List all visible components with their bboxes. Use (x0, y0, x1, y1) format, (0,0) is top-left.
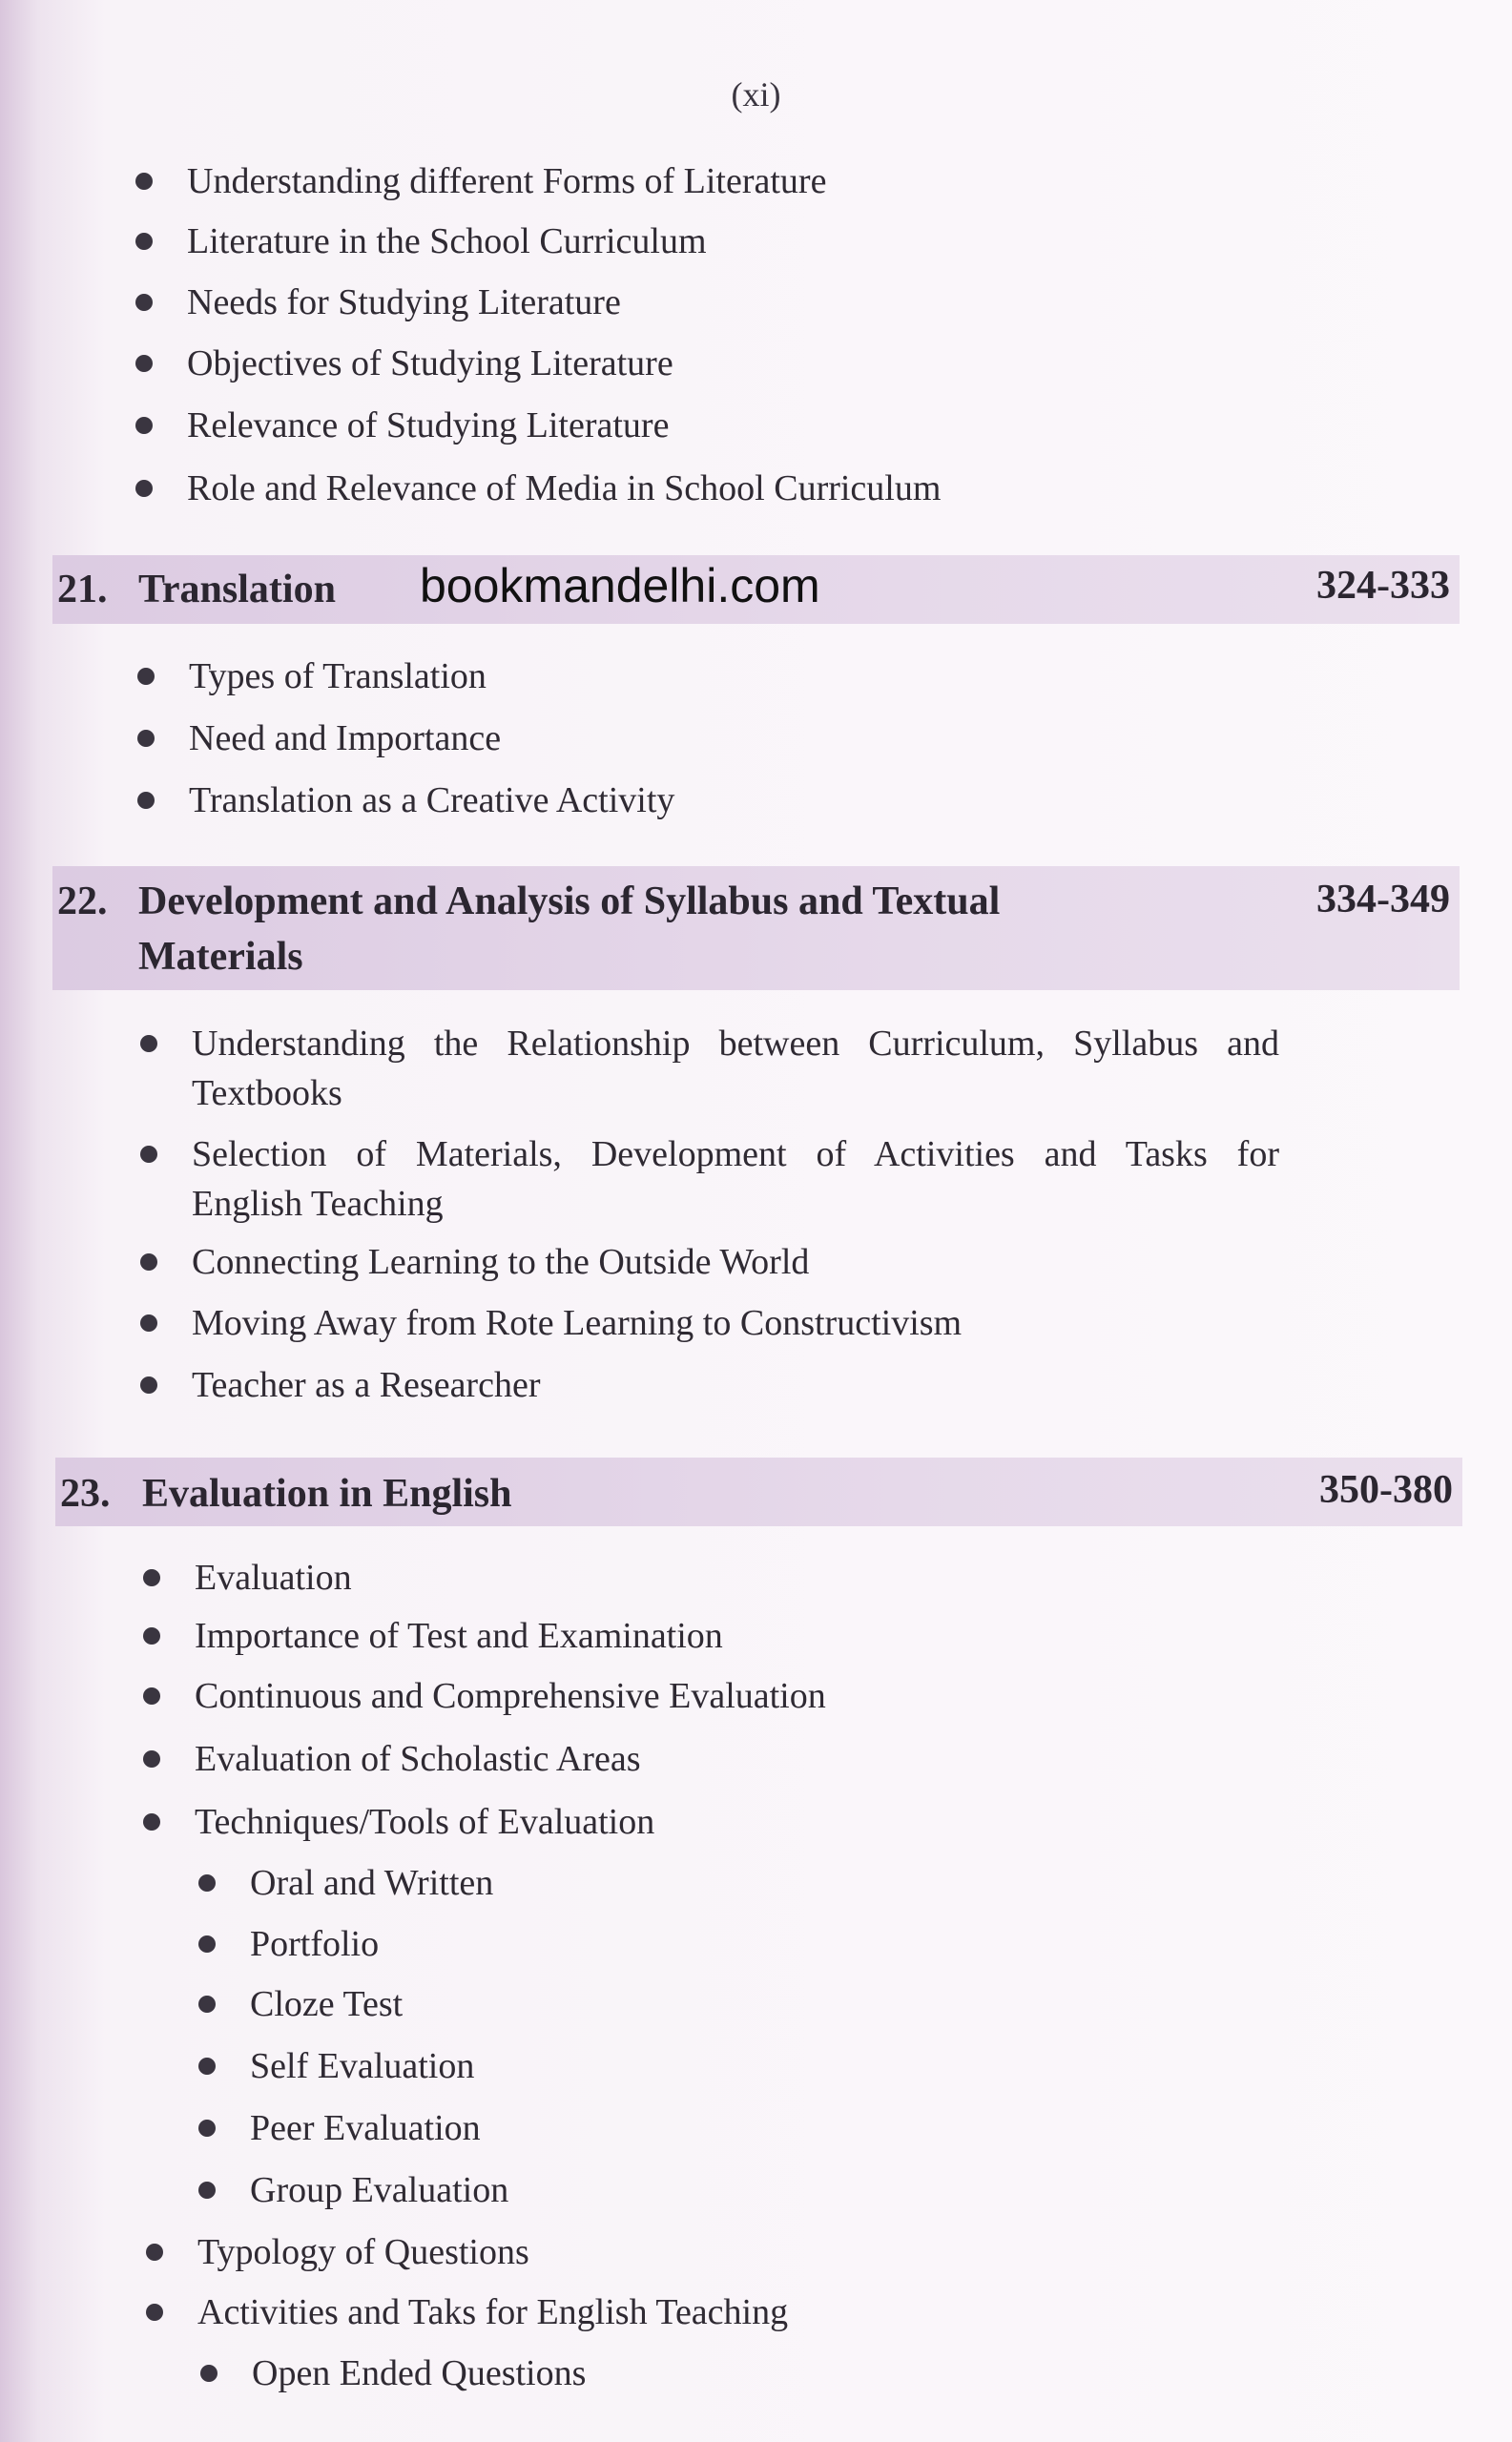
sub-list-item: Oral and Written (250, 1858, 493, 1908)
bullet-icon (200, 2365, 217, 2382)
section-title: Evaluation in English (142, 1472, 512, 1516)
list-item: Understanding different Forms of Literature (187, 156, 826, 206)
bullet-icon (146, 2304, 163, 2321)
list-item: Relevance of Studying Literature (187, 401, 669, 450)
list-item: Moving Away from Rote Learning to Constructivism (192, 1298, 962, 1348)
list-item: Activities and Taks for English Teaching (197, 2287, 788, 2337)
list-item: Importance of Test and Examination (195, 1611, 723, 1661)
list-item: Evaluation (195, 1553, 352, 1603)
bullet-icon (135, 417, 153, 434)
list-item: Connecting Learning to the Outside World (192, 1237, 809, 1287)
list-item: Evaluation of Scholastic Areas (195, 1734, 641, 1784)
bullet-icon (140, 1253, 157, 1271)
list-item: Role and Relevance of Media in School Curriculum (187, 464, 941, 513)
bullet-icon (198, 1996, 216, 2013)
bullet-icon (198, 2182, 216, 2199)
bullet-icon (143, 1627, 160, 1645)
section-pages: 334-349 (1316, 878, 1450, 921)
bullet-icon (198, 1874, 216, 1892)
bullet-icon (140, 1314, 157, 1332)
section-21-heading (52, 555, 1460, 624)
list-item: Teacher as a Researcher (192, 1360, 540, 1410)
bullet-icon (143, 1750, 160, 1768)
sub-list-item: Peer Evaluation (250, 2103, 481, 2153)
section-23-heading (55, 1458, 1462, 1526)
list-item: Continuous and Comprehensive Evaluation (195, 1671, 826, 1721)
list-item: Understanding the Relationship between Curriculum, Syllabus and Textbooks (192, 1019, 1279, 1118)
sub-list-item: Self Evaluation (250, 2041, 474, 2091)
watermark: bookmandelhi.com (420, 559, 820, 612)
bullet-icon (143, 1569, 160, 1586)
list-item: Selection of Materials, Development of Activities and Tasks for English Teaching (192, 1129, 1279, 1229)
bullet-icon (198, 2120, 216, 2137)
bullet-icon (137, 792, 155, 809)
sub-list-item: Cloze Test (250, 1979, 403, 2029)
bullet-icon (143, 1813, 160, 1831)
bullet-icon (135, 355, 153, 372)
section-pages: 350-380 (1319, 1468, 1453, 1512)
list-item: Needs for Studying Literature (187, 278, 621, 327)
list-item: Literature in the School Curriculum (187, 217, 707, 266)
list-item: Typology of Questions (197, 2227, 529, 2277)
bullet-icon (135, 294, 153, 311)
bullet-icon (140, 1035, 157, 1052)
list-item: Techniques/Tools of Evaluation (195, 1797, 654, 1847)
sub-list-item: Group Evaluation (250, 2165, 508, 2215)
section-number: 23. (60, 1472, 111, 1516)
section-title-line1: Development and Analysis of Syllabus and Textual (138, 880, 1001, 923)
section-number: 21. (57, 568, 108, 611)
section-title-line2: Materials (138, 935, 303, 979)
sub-list-item: Open Ended Questions (252, 2349, 586, 2398)
bullet-icon (140, 1376, 157, 1394)
section-pages: 324-333 (1316, 564, 1450, 608)
list-item: Need and Importance (189, 714, 501, 763)
section-22-heading (52, 866, 1460, 990)
bullet-icon (135, 233, 153, 250)
list-item: Types of Translation (189, 652, 487, 701)
page-number: (xi) (731, 75, 781, 114)
bullet-icon (146, 2244, 163, 2261)
bullet-icon (137, 730, 155, 747)
section-title: Translation (138, 568, 336, 611)
bullet-icon (143, 1687, 160, 1705)
bullet-icon (135, 480, 153, 497)
bullet-icon (137, 668, 155, 685)
bullet-icon (135, 173, 153, 190)
sub-list-item: Portfolio (250, 1919, 379, 1969)
section-number: 22. (57, 880, 108, 923)
bullet-icon (140, 1146, 157, 1163)
list-item: Translation as a Creative Activity (189, 776, 674, 825)
bullet-icon (198, 2058, 216, 2075)
bullet-icon (198, 1935, 216, 1953)
list-item: Objectives of Studying Literature (187, 339, 673, 388)
